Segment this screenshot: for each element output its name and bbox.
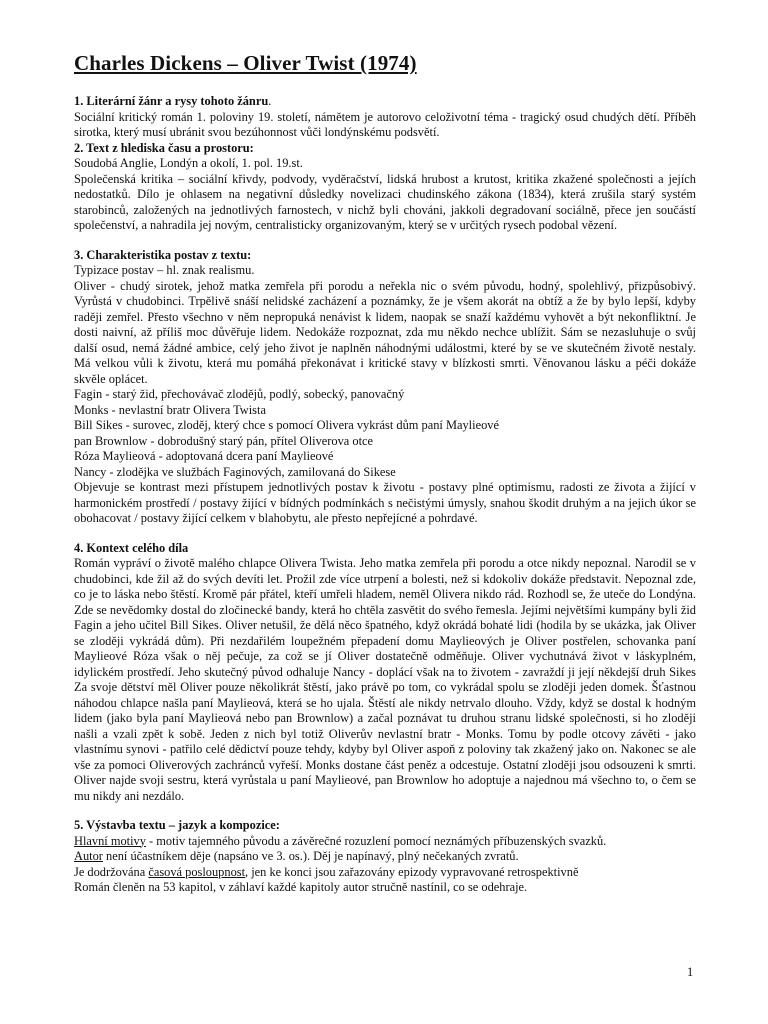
paragraph xyxy=(74,865,696,881)
paragraph: Sociální kritický román 1. poloviny 19. století, námětem je autorovo celoživotní téma - tragický osud chudých dětí. Příběh sirotka, který musí ubránit svou bezúhonnost vůči londýnskému podsvětí. xyxy=(74,109,696,139)
paragraph: Soudobá Anglie, Londýn a okolí, 1. pol. 19.st. xyxy=(74,156,303,170)
document-page xyxy=(74,50,696,896)
section-structure xyxy=(74,818,696,896)
section-characters xyxy=(74,248,696,527)
character-line: Fagin - starý žid, přechovávač zlodějů, podlý, sobecký, panovačný xyxy=(74,387,405,401)
underlined-term: Autor xyxy=(74,849,103,863)
underlined-term: časová posloupnost xyxy=(148,864,246,879)
section-heading: 3. Charakteristika postav z textu: xyxy=(74,247,252,262)
text-run: - motiv tajemného původu a závěrečné rozuzlení pomocí neznámých příbuzenských svazků. xyxy=(145,833,607,848)
paragraph: Román vypráví o životě malého chlapce Olivera Twista. Jeho matka zemřela při porodu a otce nikdy nepoznal. Narodil se v chudobinci, kde žil až do svých devíti let. Prožil zde více utrpení a bolesti, než si kdokoliv dokáže představit. Nepoznal zde, co je to láska nebo štěstí. Kromě pár přátel, kteří umřeli hladem, neměl Olivera nikdo rád. Rozhodl se, že uteče do Londýna. Zde se nevědomky dostal do zločinecké bandy, která ho chtěla zasvětit do svého řemesla. Jejími největšími kumpány byli žid Fagin a jeho učitel Bill Sikes. Oliver netušil, že dělá něco špatného, když okrádá bohaté lidi (hodila by se ukázka, jak Oliver se zloději vykrádá dům). Při nezdařilém loupežném přepadení domu Maylieových je Oliver postřelen, schovanka paní Maylieové Róza však o něj pečuje, za což se jí Oliver dostatečně odměňuje. Oliver vychutnává život v láskyplném, idylickém prostředí. Jeho skutečný původ odhaluje Nancy - doplácí však na to životem - zavraždí ji její někdejší druh Sikes Za svoje dětství měl Oliver pouze několikrát štěstí, jako právě po tom, co vykrádal spolu se zloději jeden domek. Šťastnou náhodou chlapce našla paní Maylieová, která se ho ujala. Štěstí ale nikdy netrvalo dlouho. Vždy, když se dostal k hodným lidem (jako byla paní Maylieová nebo pan Brownlow) a začal poznávat tu druhou stranu lidské společnosti, si ho zloději našli a vzali zpět k sobě. Jeden z nich byl totiž Oliverův nevlastní bratr - Monks. Tomu by podle otcovy závěti - jako vlastnímu synovi - patřilo celé dědictví pouze tehdy, kdyby byl Oliver aspoň z poloviny tak zkažený jako on. Nakonec se ale vše za pomoci Oliverových zachránců vyřeší. Monks dostane část peněz a odcestuje. Ostatní zloději jsou odsouzeni k smrti. Oliver najde svoji sestru, která vyrůstala u paní Maylieové, pan Brownlow ho adoptuje a najednou má všechno to, o čem se mu nikdy ani nezdálo. xyxy=(74,556,696,803)
document-title: Charles Dickens – Oliver Twist (1974) xyxy=(74,51,417,75)
section-heading: 4. Kontext celého díla xyxy=(74,540,189,555)
section-heading: 2. Text z hlediska času a prostoru: xyxy=(74,140,254,155)
section-heading xyxy=(74,94,696,110)
page-number: 1 xyxy=(687,965,694,979)
underlined-term: Hlavní motivy xyxy=(74,833,146,848)
paragraph: Společenská kritika – sociální křivdy, podvody, vyděračství, lidská hrubost a krutost, kritika zkažené společnosti a jejích nedostatků. Dílo je ohlasem na negativní důsledky novelizaci chudinského zákona (1834), která zrušila starý systém starobinců, založených na jednotlivých farnostech, v nichž byli chováni, jakkoli degradovaní sociálně, přece jen součástí společenství, a nahradila jej novým, centralisticky organizovaným, který se v určitých rysech podobal vězení. xyxy=(74,171,696,232)
paragraph: Typizace postav – hl. znak realismu. xyxy=(74,263,255,277)
paragraph: Objevuje se kontrast mezi přístupem jednotlivých postav k životu - postavy plné optimismu, radosti ze života a žijící v harmonickém prostředí / postavy žijící v bídných podmínkách s nečistými úmysly, snahou škodit druhým a na jejich úkor se obohacovat / postavy žijící celkem v blahobytu, ale přesto nepřejícné a pohrdavé. xyxy=(74,480,696,525)
character-line: Monks - nevlastní bratr Olivera Twista xyxy=(74,402,266,417)
section-heading: 5. Výstavba textu – jazyk a kompozice: xyxy=(74,818,280,832)
text-run: Je dodržována xyxy=(74,864,149,879)
paragraph xyxy=(74,834,696,850)
heading-text: 1. Literární žánr a rysy tohoto žánru xyxy=(74,94,269,108)
paragraph: Román členěn na 53 kapitol, v záhlaví každé kapitoly autor stručně nastínil, co se odehraje. xyxy=(74,880,528,894)
text-run: není účastníkem děje (napsáno ve 3. os.). Děj je napínavý, plný nečekaných zvratů. xyxy=(102,849,519,863)
section-genre xyxy=(74,94,696,141)
section-context xyxy=(74,541,696,805)
paragraph xyxy=(74,849,696,865)
heading-punct: . xyxy=(268,94,272,108)
character-line: Nancy - zlodějka ve službách Faginových, zamilovaná do Sikese xyxy=(74,464,396,479)
character-line: pan Brownlow - dobrodušný starý pán, přítel Oliverova otce xyxy=(74,433,374,448)
section-time-space xyxy=(74,141,696,234)
text-run: , jen ke konci jsou zařazovány epizody vypravované retrospektivně xyxy=(245,864,579,879)
character-line: Bill Sikes - surovec, zloděj, který chce s pomocí Olivera vykrást dům paní Maylieové xyxy=(74,418,499,432)
paragraph-oliver: Oliver - chudý sirotek, jehož matka zemřela při porodu a neřekla nic o svém původu, hodný, spolehlivý, přizpůsobivý. Vyrůstá v chudobinci. Trpělivě snáší nelidské zacházení a poznámky, že je všem akorát na obtíž a že by bylo lepší, kdyby raději zemřel. Přesto všechno v něm nepropuká nenávist k lidem, naopak se snaží každému vyhovět a být nekonfliktní. Je dosti naivní, až příliš moc důvěřuje lidem. Nedokáže rozpoznat, zda mu někdo nechce ublížit. Sám se nezasluhuje o svůj další osud, nemá žádné ambice, celý jeho život je naplněn náhodnými událostmi, které by se ve skutečném životě nestaly. Má velkou vůli k životu, která mu pomáhá překonávat i kritické stavy v blízkosti smrti. Věnovanou lásku a péči dokáže skvěle oplácet. xyxy=(74,278,696,386)
character-line: Róza Maylieová - adoptovaná dcera paní Maylieové xyxy=(74,449,334,463)
